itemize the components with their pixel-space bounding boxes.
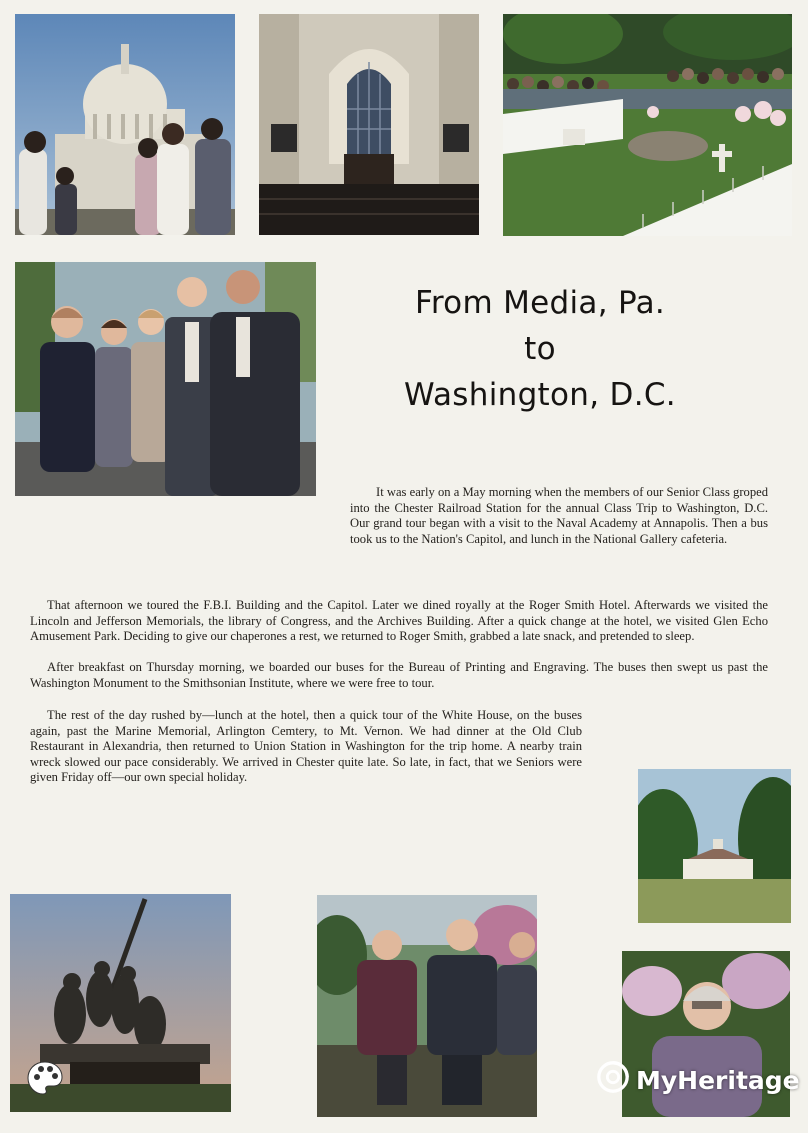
myheritage-watermark (596, 1060, 800, 1100)
myheritage-logo-icon (596, 1060, 630, 1100)
story-paragraph-1: It was early on a May morning when the members of our Senior Class groped into the Chester Railroad Station for the annual Class Trip to Washington, D.C. Our grand tour began with a visit to the Naval Academy at Annapolis. Then a bus took us to the Nation's Capitol, and lunch in the National Gallery cafeteria. (350, 485, 768, 546)
title-line-3: Washington, D.C. (404, 377, 676, 413)
page-title (330, 280, 750, 418)
photo-capitol-students (15, 14, 235, 235)
story-paragraph-4: The rest of the day rushed by—lunch at the hotel, then a quick tour of the White House, on the buses again, past the Marine Memorial, Arlington Cemtery, to Mt. Vernon. We had dinner at the Old Club Restaurant in Alexandria, then returned to Union Station in Washington for the trip home. A nearby train wreck slowed our pace considerably. We arrived in Chester quite late. So late, in fact, that we Seniors were given Friday off—our own special holiday. (30, 708, 582, 785)
title-line-1: From Media, Pa. (414, 285, 666, 321)
photo-seated-men (317, 895, 537, 1117)
photo-mount-vernon (638, 769, 791, 923)
myheritage-text: MyHeritage (636, 1065, 800, 1095)
story-paragraph-2: That afternoon we toured the F.B.I. Building and the Capitol. Later we dined royally at the Roger Smith Hotel. Afterwards we visited the Lincoln and Jefferson Memorials, the library of Congress, and the Archives Building. After a quick change at the hotel, we visited Glen Echo Amusement Park. Deciding to give our chaperones a rest, we returned to Roger Smith, grabbed a late snack, and pretended to sleep. (30, 598, 768, 644)
title-line-2: to (524, 331, 556, 367)
photo-gravesite-crowd (503, 14, 792, 236)
photo-chaperone-group (15, 262, 316, 496)
photo-chapel-interior (259, 14, 479, 235)
story-paragraph-3: After breakfast on Thursday morning, we boarded our buses for the Bureau of Printing and Engraving. The buses then swept us past the Washington Monument to the Smithsonian Institute, where we were free to tour. (30, 660, 768, 690)
palette-icon (26, 1060, 64, 1096)
